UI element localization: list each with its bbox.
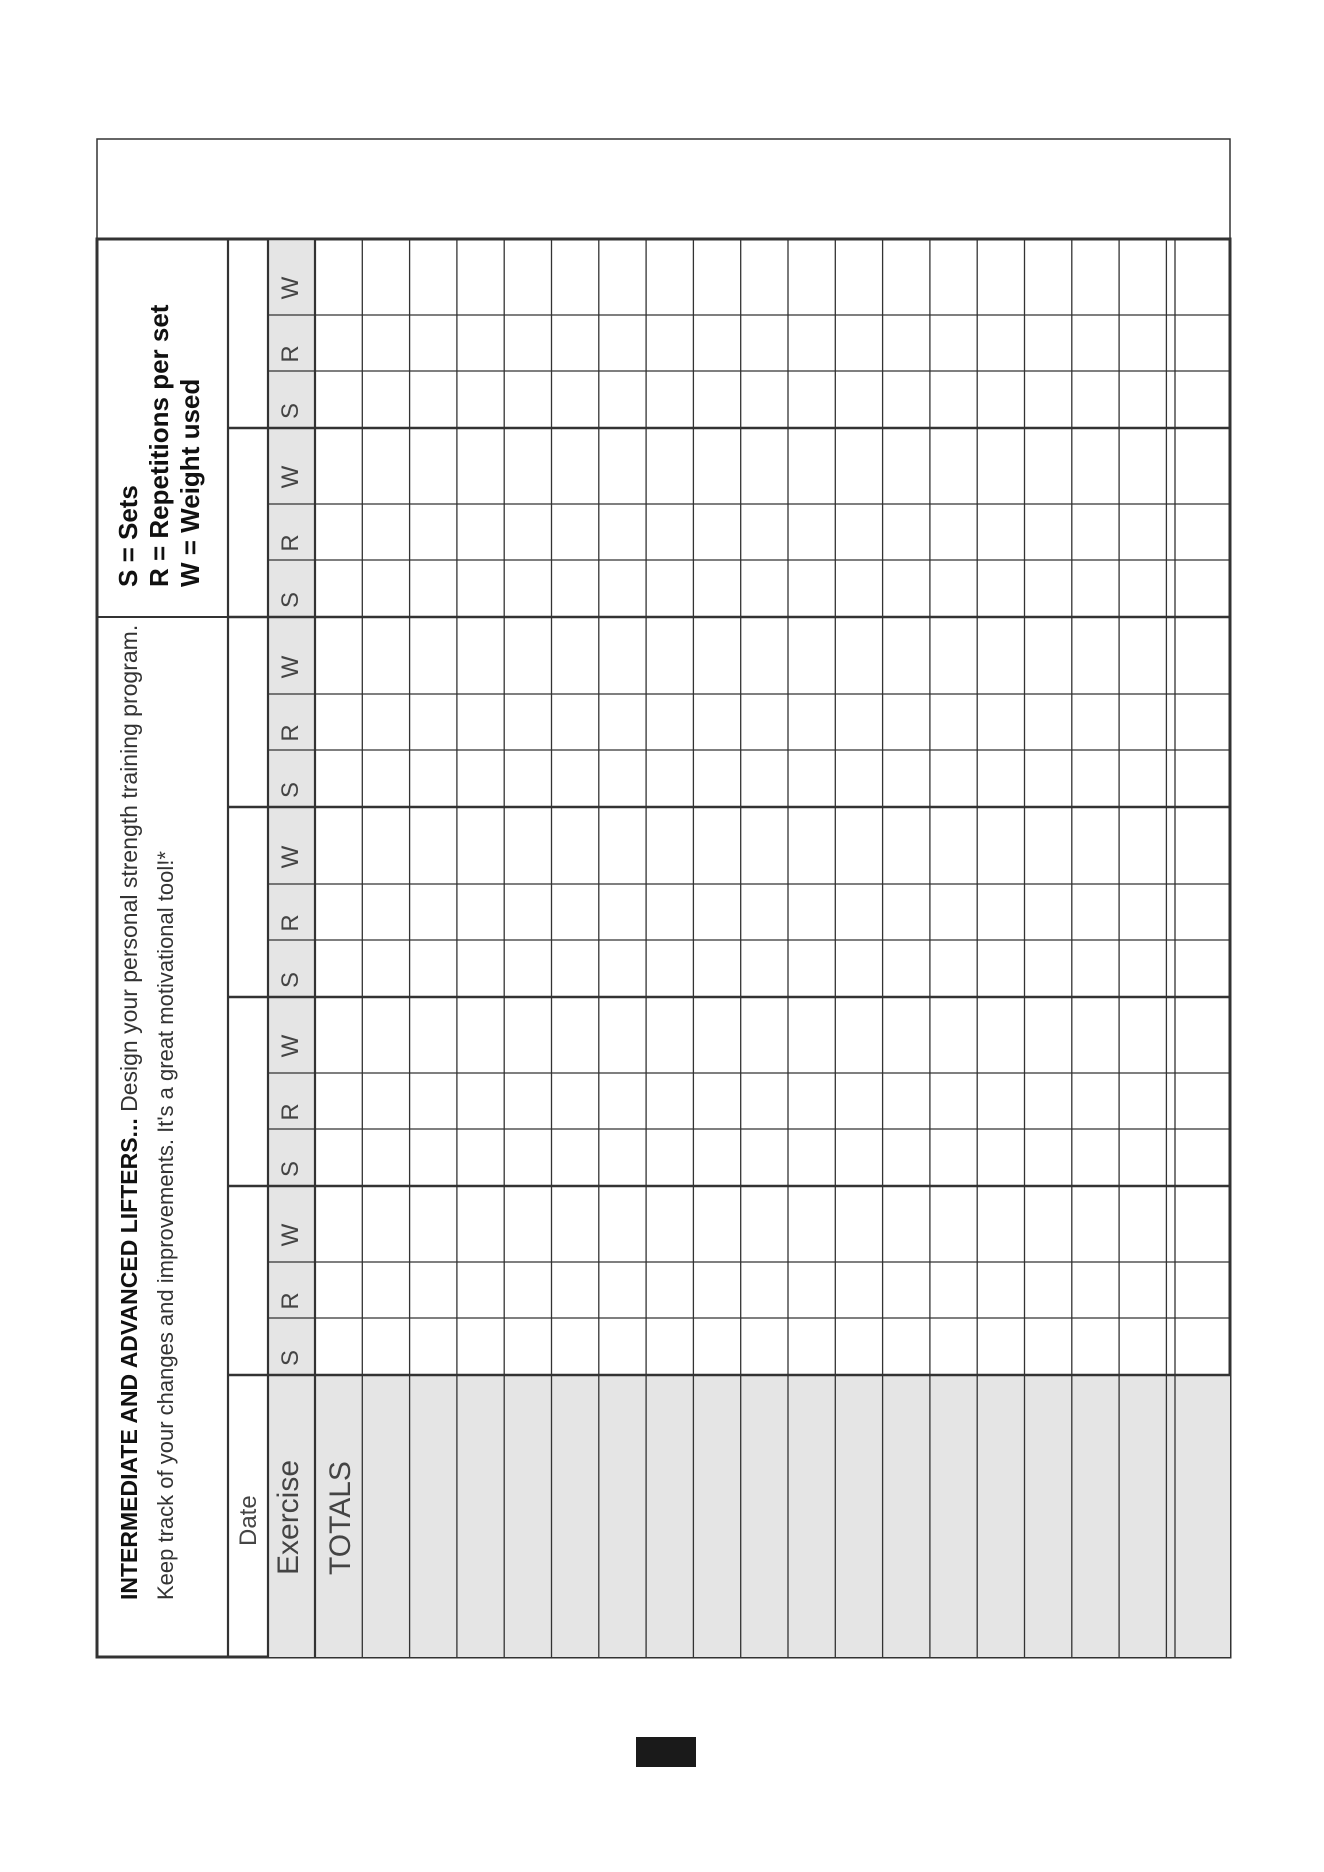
title-rest: Design your personal strength training program. [116, 624, 142, 1119]
srw-header-w: W [277, 276, 304, 300]
srw-header-cell [277, 724, 304, 741]
page-title [116, 625, 142, 1600]
srw-header-r: R [277, 345, 304, 363]
legend-sets: S = Sets [113, 485, 143, 587]
srw-header-s: S [277, 781, 304, 799]
srw-header-w: W [277, 845, 304, 869]
srw-header-s: S [277, 1349, 304, 1367]
srw-header-s: S [277, 1160, 304, 1178]
srw-header-r: R [277, 914, 304, 932]
title-block [116, 625, 178, 1600]
legend-block [113, 304, 205, 587]
srw-header-cell [277, 592, 304, 608]
srw-header-cell [277, 845, 304, 868]
srw-header-w: W [277, 1034, 304, 1058]
srw-header-w: W [277, 1223, 304, 1247]
log-grid [97, 239, 1230, 1657]
legend-reps: R = Repetitions per set [144, 304, 174, 587]
srw-header-s: S [277, 971, 304, 989]
srw-header-cell [277, 1292, 304, 1309]
srw-header-cell [277, 914, 304, 931]
title-bold: INTERMEDIATE AND ADVANCED LIFTERS... [116, 1118, 142, 1600]
srw-header-r: R [277, 724, 304, 742]
srw-header-cell [277, 782, 304, 798]
date-label: Date [235, 1495, 262, 1546]
srw-header-cell [277, 345, 304, 362]
page-number-tab [636, 1737, 696, 1767]
notes-box[interactable] [97, 139, 1230, 239]
srw-header-cell [277, 1223, 304, 1246]
srw-header-cell [277, 1103, 304, 1120]
srw-header-s: S [277, 591, 304, 609]
srw-header-cell [277, 1350, 304, 1366]
srw-header-cell [277, 655, 304, 678]
srw-header-w: W [277, 465, 304, 489]
legend-weight: W = Weight used [175, 378, 205, 587]
srw-header-cell [277, 1034, 304, 1057]
srw-header-cell [277, 972, 304, 988]
srw-header-s: S [277, 402, 304, 420]
exercise-band-shade [268, 1375, 1230, 1657]
page-subtitle: Keep track of your changes and improvements. It's a great motivational tool!* [153, 851, 178, 1600]
exercise-label: Exercise [272, 1459, 305, 1575]
srw-header-cell [277, 534, 304, 551]
srw-header-cell [277, 403, 304, 419]
srw-header-cell [277, 465, 304, 488]
srw-header-r: R [277, 1292, 304, 1310]
srw-header-r: R [277, 534, 304, 552]
srw-header-cell [277, 276, 304, 299]
srw-header-w: W [277, 655, 304, 679]
totals-label: TOTALS [324, 1461, 357, 1575]
srw-header-cell [277, 1161, 304, 1177]
srw-header-r: R [277, 1103, 304, 1121]
